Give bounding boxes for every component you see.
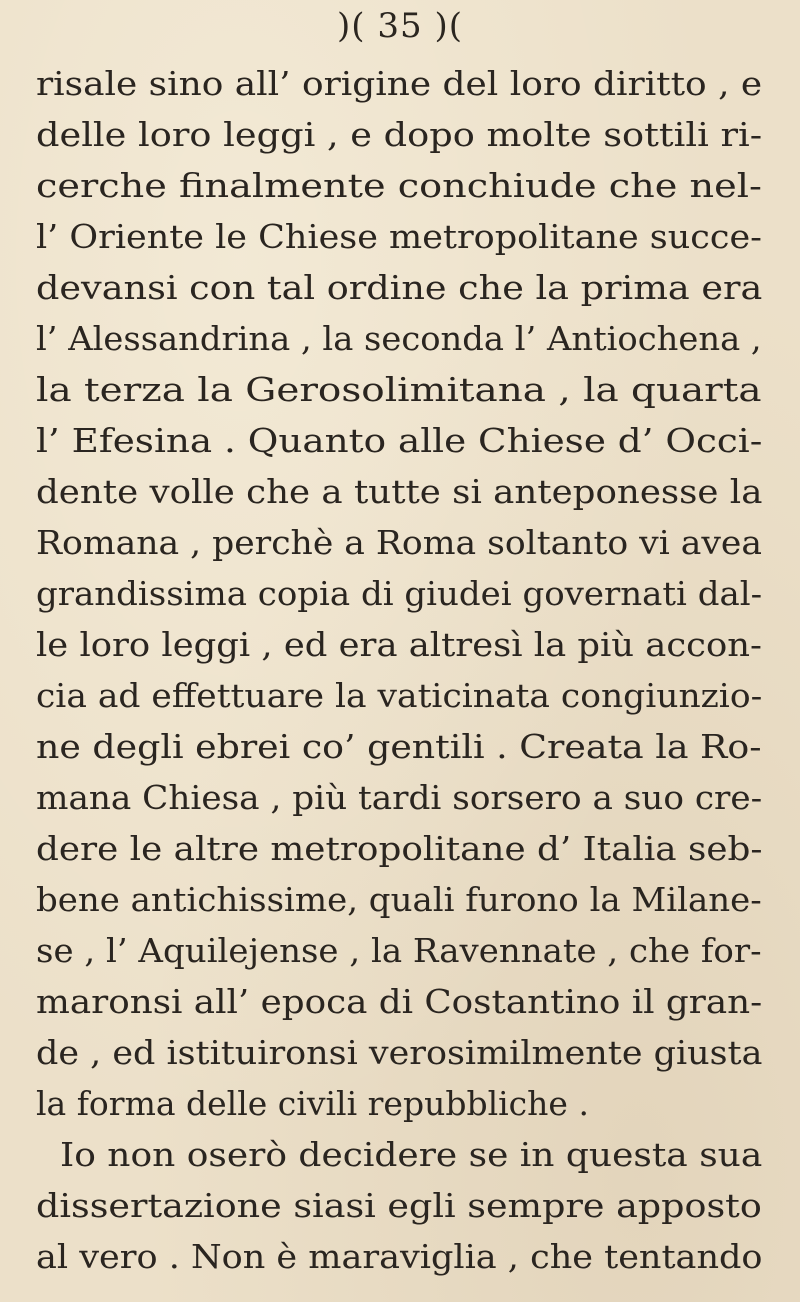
text-line: risale sino all’ origine del loro diritto , e — [36, 64, 763, 103]
text-line: dere le altre metropolitane d’ Italia seb- — [36, 829, 763, 868]
text-line: cerche finalmente conchiude che nel- — [36, 166, 762, 205]
text-line: l’ Alessandrina , la seconda l’ Antiochena , — [36, 319, 762, 358]
text-line: l’ Efesina . Quanto alle Chiese d’ Occi- — [36, 421, 763, 460]
text-line: l’ Oriente le Chiese metropolitane succe- — [36, 217, 762, 256]
text-line: la terza la Gerosolimitana , la quarta — [36, 370, 762, 409]
text-line: maronsi all’ epoca di Costantino il gran- — [36, 982, 763, 1021]
text-line: mana Chiesa , più tardi sorsero a suo cre- — [36, 778, 763, 817]
text-line: la forma delle civili repubbliche . — [36, 1084, 589, 1123]
text-line: al vero . Non è maraviglia , che tentando — [36, 1237, 763, 1276]
text-line: de , ed istituironsi verosimilmente giusta — [36, 1033, 763, 1072]
text-line: bene antichissime, quali furono la Milane- — [36, 880, 762, 919]
text-line: dente volle che a tutte si anteponesse la — [36, 472, 763, 511]
text-line: cia ad effettuare la vaticinata congiunzio- — [36, 676, 763, 715]
page-number-header: )( 35 )( — [337, 6, 463, 46]
text-line: delle loro leggi , e dopo molte sottili ri- — [36, 115, 763, 154]
text-line: ne degli ebrei co’ gentili . Creata la Ro- — [36, 727, 762, 766]
text-line: grandissima copia di giudei governati dal- — [36, 574, 763, 613]
text-line: Romana , perchè a Roma soltanto vi avea — [36, 523, 762, 562]
text-line: se , l’ Aquilejense , la Ravennate , che for- — [36, 931, 762, 970]
text-line: dissertazione siasi egli sempre apposto — [36, 1186, 762, 1225]
text-line: devansi con tal ordine che la prima era — [36, 268, 763, 307]
text-line: Io non oserò decidere se in questa sua — [60, 1135, 763, 1174]
text-line: le loro leggi , ed era altresì la più accon- — [36, 625, 762, 664]
